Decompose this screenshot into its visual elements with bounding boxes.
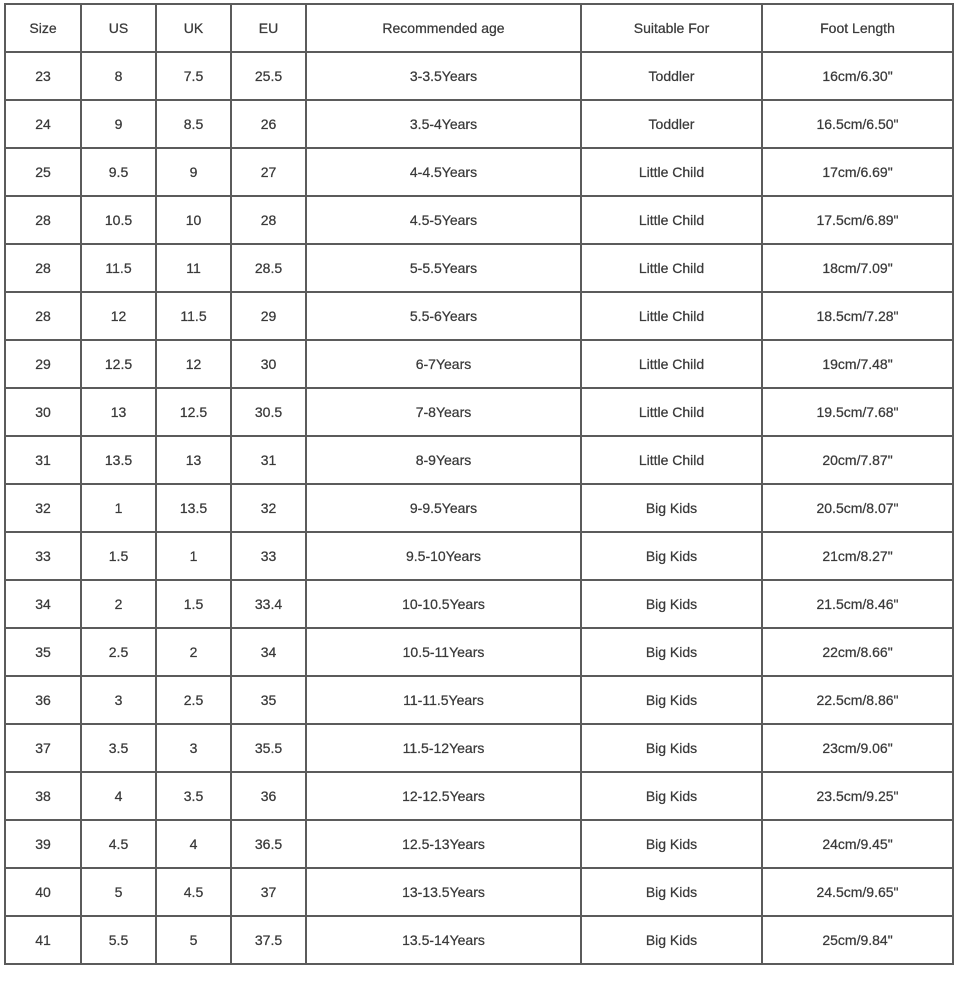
suitable-for-cell: Big Kids: [581, 532, 762, 580]
suitable-for-cell: Little Child: [581, 340, 762, 388]
age-cell: 5-5.5Years: [306, 244, 581, 292]
us-cell: 12: [81, 292, 156, 340]
table-row: [5, 148, 953, 196]
size-cell: 31: [5, 436, 81, 484]
size-cell: 37: [5, 724, 81, 772]
suitable-for-cell: Big Kids: [581, 868, 762, 916]
age-cell: 12.5-13Years: [306, 820, 581, 868]
suitable-for-cell: Little Child: [581, 196, 762, 244]
eu-cell: 31: [231, 436, 306, 484]
age-cell: 10.5-11Years: [306, 628, 581, 676]
table-row: [5, 484, 953, 532]
suitable-for-cell: Little Child: [581, 148, 762, 196]
size-cell: 41: [5, 916, 81, 964]
us-cell: 9: [81, 100, 156, 148]
eu-cell: 28.5: [231, 244, 306, 292]
table-row: [5, 532, 953, 580]
suitable-for-cell: Big Kids: [581, 820, 762, 868]
header-recommended-age: Recommended age: [306, 4, 581, 52]
us-cell: 3: [81, 676, 156, 724]
foot-length-cell: 24.5cm/9.65": [762, 868, 953, 916]
age-cell: 5.5-6Years: [306, 292, 581, 340]
foot-length-cell: 18.5cm/7.28": [762, 292, 953, 340]
size-cell: 34: [5, 580, 81, 628]
us-cell: 2.5: [81, 628, 156, 676]
us-cell: 5: [81, 868, 156, 916]
uk-cell: 5: [156, 916, 231, 964]
table-row: [5, 868, 953, 916]
table-row: [5, 292, 953, 340]
suitable-for-cell: Little Child: [581, 436, 762, 484]
size-cell: 30: [5, 388, 81, 436]
size-cell: 32: [5, 484, 81, 532]
size-cell: 40: [5, 868, 81, 916]
suitable-for-cell: Big Kids: [581, 628, 762, 676]
eu-cell: 29: [231, 292, 306, 340]
suitable-for-cell: Big Kids: [581, 676, 762, 724]
age-cell: 3-3.5Years: [306, 52, 581, 100]
table-row: [5, 820, 953, 868]
foot-length-cell: 22cm/8.66": [762, 628, 953, 676]
table-row: [5, 772, 953, 820]
eu-cell: 35: [231, 676, 306, 724]
us-cell: 13.5: [81, 436, 156, 484]
eu-cell: 33: [231, 532, 306, 580]
table-row: [5, 244, 953, 292]
header-row: [5, 4, 953, 52]
uk-cell: 2.5: [156, 676, 231, 724]
age-cell: 4.5-5Years: [306, 196, 581, 244]
eu-cell: 36.5: [231, 820, 306, 868]
suitable-for-cell: Big Kids: [581, 772, 762, 820]
foot-length-cell: 21cm/8.27": [762, 532, 953, 580]
size-cell: 23: [5, 52, 81, 100]
us-cell: 4.5: [81, 820, 156, 868]
foot-length-cell: 16cm/6.30": [762, 52, 953, 100]
table-row: [5, 340, 953, 388]
foot-length-cell: 21.5cm/8.46": [762, 580, 953, 628]
size-cell: 33: [5, 532, 81, 580]
uk-cell: 11.5: [156, 292, 231, 340]
table-row: [5, 916, 953, 964]
foot-length-cell: 20cm/7.87": [762, 436, 953, 484]
age-cell: 11.5-12Years: [306, 724, 581, 772]
foot-length-cell: 17cm/6.69": [762, 148, 953, 196]
age-cell: 13.5-14Years: [306, 916, 581, 964]
eu-cell: 37: [231, 868, 306, 916]
size-cell: 39: [5, 820, 81, 868]
uk-cell: 8.5: [156, 100, 231, 148]
eu-cell: 37.5: [231, 916, 306, 964]
uk-cell: 3: [156, 724, 231, 772]
table-row: [5, 100, 953, 148]
suitable-for-cell: Little Child: [581, 388, 762, 436]
age-cell: 9.5-10Years: [306, 532, 581, 580]
header-us: US: [81, 4, 156, 52]
age-cell: 12-12.5Years: [306, 772, 581, 820]
age-cell: 3.5-4Years: [306, 100, 581, 148]
suitable-for-cell: Little Child: [581, 292, 762, 340]
foot-length-cell: 16.5cm/6.50": [762, 100, 953, 148]
us-cell: 2: [81, 580, 156, 628]
suitable-for-cell: Big Kids: [581, 916, 762, 964]
uk-cell: 12: [156, 340, 231, 388]
header-size: Size: [5, 4, 81, 52]
foot-length-cell: 23cm/9.06": [762, 724, 953, 772]
age-cell: 6-7Years: [306, 340, 581, 388]
header-suitable-for: Suitable For: [581, 4, 762, 52]
uk-cell: 4: [156, 820, 231, 868]
suitable-for-cell: Little Child: [581, 244, 762, 292]
foot-length-cell: 20.5cm/8.07": [762, 484, 953, 532]
size-cell: 28: [5, 292, 81, 340]
suitable-for-cell: Toddler: [581, 52, 762, 100]
age-cell: 13-13.5Years: [306, 868, 581, 916]
age-cell: 7-8Years: [306, 388, 581, 436]
us-cell: 3.5: [81, 724, 156, 772]
eu-cell: 26: [231, 100, 306, 148]
suitable-for-cell: Toddler: [581, 100, 762, 148]
age-cell: 9-9.5Years: [306, 484, 581, 532]
table-body: [5, 52, 953, 964]
size-cell: 35: [5, 628, 81, 676]
us-cell: 13: [81, 388, 156, 436]
age-cell: 10-10.5Years: [306, 580, 581, 628]
eu-cell: 25.5: [231, 52, 306, 100]
suitable-for-cell: Big Kids: [581, 724, 762, 772]
table-header: [5, 4, 953, 52]
eu-cell: 28: [231, 196, 306, 244]
size-cell: 28: [5, 196, 81, 244]
uk-cell: 1.5: [156, 580, 231, 628]
foot-length-cell: 22.5cm/8.86": [762, 676, 953, 724]
us-cell: 1: [81, 484, 156, 532]
uk-cell: 2: [156, 628, 231, 676]
us-cell: 9.5: [81, 148, 156, 196]
us-cell: 10.5: [81, 196, 156, 244]
uk-cell: 11: [156, 244, 231, 292]
size-chart-table: [4, 3, 954, 965]
foot-length-cell: 24cm/9.45": [762, 820, 953, 868]
eu-cell: 30: [231, 340, 306, 388]
foot-length-cell: 23.5cm/9.25": [762, 772, 953, 820]
size-cell: 24: [5, 100, 81, 148]
eu-cell: 27: [231, 148, 306, 196]
us-cell: 11.5: [81, 244, 156, 292]
table-row: [5, 676, 953, 724]
suitable-for-cell: Big Kids: [581, 580, 762, 628]
foot-length-cell: 19.5cm/7.68": [762, 388, 953, 436]
header-eu: EU: [231, 4, 306, 52]
eu-cell: 34: [231, 628, 306, 676]
table-row: [5, 580, 953, 628]
uk-cell: 7.5: [156, 52, 231, 100]
table-row: [5, 388, 953, 436]
eu-cell: 30.5: [231, 388, 306, 436]
uk-cell: 13: [156, 436, 231, 484]
foot-length-cell: 17.5cm/6.89": [762, 196, 953, 244]
age-cell: 4-4.5Years: [306, 148, 581, 196]
table-row: [5, 628, 953, 676]
uk-cell: 9: [156, 148, 231, 196]
foot-length-cell: 19cm/7.48": [762, 340, 953, 388]
size-cell: 28: [5, 244, 81, 292]
us-cell: 8: [81, 52, 156, 100]
us-cell: 4: [81, 772, 156, 820]
table-row: [5, 52, 953, 100]
us-cell: 5.5: [81, 916, 156, 964]
uk-cell: 3.5: [156, 772, 231, 820]
size-cell: 36: [5, 676, 81, 724]
uk-cell: 12.5: [156, 388, 231, 436]
table-row: [5, 724, 953, 772]
foot-length-cell: 18cm/7.09": [762, 244, 953, 292]
header-foot-length: Foot Length: [762, 4, 953, 52]
suitable-for-cell: Big Kids: [581, 484, 762, 532]
header-uk: UK: [156, 4, 231, 52]
uk-cell: 1: [156, 532, 231, 580]
size-cell: 25: [5, 148, 81, 196]
foot-length-cell: 25cm/9.84": [762, 916, 953, 964]
size-cell: 38: [5, 772, 81, 820]
eu-cell: 33.4: [231, 580, 306, 628]
table-row: [5, 196, 953, 244]
eu-cell: 32: [231, 484, 306, 532]
uk-cell: 13.5: [156, 484, 231, 532]
age-cell: 8-9Years: [306, 436, 581, 484]
uk-cell: 4.5: [156, 868, 231, 916]
eu-cell: 36: [231, 772, 306, 820]
us-cell: 1.5: [81, 532, 156, 580]
size-cell: 29: [5, 340, 81, 388]
age-cell: 11-11.5Years: [306, 676, 581, 724]
uk-cell: 10: [156, 196, 231, 244]
table-row: [5, 436, 953, 484]
us-cell: 12.5: [81, 340, 156, 388]
eu-cell: 35.5: [231, 724, 306, 772]
